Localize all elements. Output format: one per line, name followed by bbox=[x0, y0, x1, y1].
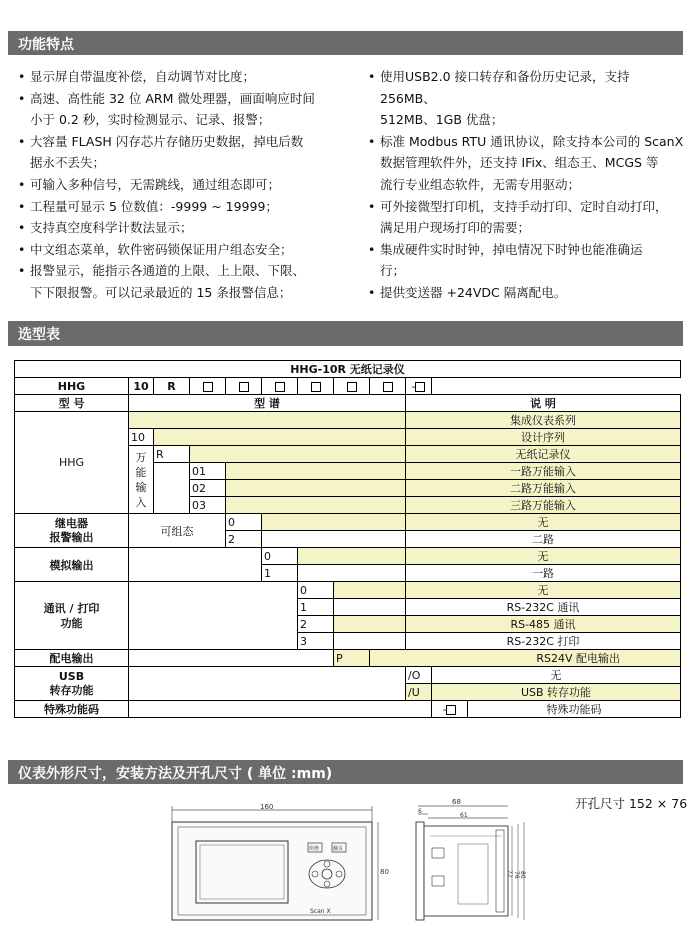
feature-item bbox=[16, 88, 346, 131]
divider bbox=[8, 345, 683, 346]
placeholder-box bbox=[446, 705, 456, 715]
feature-item bbox=[366, 131, 684, 196]
comm-code-3: 3 bbox=[298, 633, 334, 650]
selection-table bbox=[14, 360, 681, 718]
desc-design: 设计序列 bbox=[406, 429, 681, 446]
code-02: 02 bbox=[190, 480, 226, 497]
placeholder-box bbox=[275, 382, 285, 392]
power-code: P bbox=[334, 650, 370, 667]
placeholder-box bbox=[347, 382, 357, 392]
dimension-title: 仪表外形尺寸，安装方法及开孔尺寸 ( 单位 :mm) bbox=[18, 766, 333, 782]
col-desc: 说 明 bbox=[406, 395, 681, 412]
comm-code-2: 2 bbox=[298, 616, 334, 633]
front-view-drawing bbox=[160, 800, 390, 925]
placeholder-box bbox=[203, 382, 213, 392]
placeholder-box bbox=[415, 382, 425, 392]
table-caption: HHG-10R 无纸记录仪 bbox=[15, 361, 681, 378]
feature-text: • 显示屏自带温度补偿，自动调节对比度； bbox=[30, 69, 256, 84]
feature-item bbox=[366, 282, 684, 304]
comm-label: 通讯 / 打印 功能 bbox=[15, 582, 129, 650]
feature-item bbox=[16, 260, 346, 303]
side-width-label: 68 bbox=[452, 798, 461, 806]
feature-text: 行； bbox=[380, 263, 406, 279]
comm-desc-0: 无 bbox=[406, 582, 681, 599]
feature-text: • 使用USB2.0 接口转存和备份历史记录，支持 256MB、 bbox=[380, 69, 630, 106]
usb-desc-1: USB 转存功能 bbox=[432, 684, 681, 701]
feature-text: 满足用户现场打印的需要； bbox=[380, 220, 531, 236]
feature-item bbox=[366, 239, 684, 282]
feature-item bbox=[16, 174, 346, 196]
col-spec: 型 谱 bbox=[129, 395, 406, 412]
wanneng-label: 万 能 输 入 bbox=[129, 446, 154, 514]
code-hhg: HHG bbox=[15, 378, 129, 395]
code-r-row: R bbox=[154, 446, 190, 463]
side-72-label: 72 bbox=[506, 870, 513, 878]
comm-desc-1: RS-232C 通讯 bbox=[406, 599, 681, 616]
side-80-label: 80 bbox=[519, 871, 526, 879]
comm-code-0: 0 bbox=[298, 582, 334, 599]
feature-item bbox=[366, 196, 684, 239]
special-label: 特殊功能码 bbox=[15, 701, 129, 718]
col-model: 型 号 bbox=[15, 395, 129, 412]
feature-text: • 可输入多种信号，无需跳线，通过组态即可； bbox=[30, 176, 281, 192]
feature-text: • 集成硬件实时时钟，掉电情况下时钟也能准确运 bbox=[380, 241, 643, 257]
relay-desc-0: 无 bbox=[406, 514, 681, 531]
code-10-row: 10 bbox=[129, 429, 154, 446]
feature-text: • 高速、高性能 32 位 ARM 微处理器，画面响应时间 bbox=[30, 90, 315, 106]
code-01: 01 bbox=[190, 463, 226, 480]
feature-item bbox=[16, 196, 346, 218]
feature-text: 小于 0.2 秒，实时检测显示、记录、报警； bbox=[30, 112, 271, 128]
analog-desc-1: 一路 bbox=[406, 565, 681, 582]
feature-item bbox=[366, 66, 684, 131]
dimension-section-bar bbox=[8, 760, 683, 784]
features-left-list bbox=[16, 66, 346, 304]
front-height-label: 80 bbox=[380, 868, 389, 876]
code-10: 10 bbox=[129, 378, 154, 395]
power-desc: RS24V 配电输出 bbox=[370, 650, 681, 667]
feature-text: 流行专业组态软件，无需专用驱动； bbox=[380, 176, 581, 192]
code-r: R bbox=[154, 378, 190, 395]
desc-01: 一路万能输入 bbox=[406, 463, 681, 480]
relay-configurable: 可组态 bbox=[129, 514, 226, 548]
feature-text: 据永不丢失； bbox=[30, 155, 106, 171]
feature-text: 数据管理软件外，还支持 IFix、组态王、MCGS 等 bbox=[380, 155, 659, 171]
usb-code-0: /O bbox=[406, 667, 432, 684]
selection-section-bar bbox=[8, 321, 683, 345]
side-76-label: 76 bbox=[513, 871, 520, 879]
relay-desc-2: 二路 bbox=[406, 531, 681, 548]
feature-text: • 提供变送器 +24VDC 隔离配电。 bbox=[380, 284, 567, 300]
relay-label: 继电器 报警输出 bbox=[15, 514, 129, 548]
feature-text: • 报警显示，能指示各通道的上限、上上限、下限、 bbox=[30, 263, 306, 279]
btn1-label: 组態 bbox=[309, 846, 320, 852]
feature-text: • 中文组态菜单，软件密码锁保证用户组态安全； bbox=[30, 241, 293, 257]
side-view-drawing bbox=[400, 796, 530, 924]
special-desc: 特殊功能码 bbox=[468, 701, 681, 718]
comm-code-1: 1 bbox=[298, 599, 334, 616]
side-61-label: 61 bbox=[460, 812, 468, 819]
selection-title: 选型表 bbox=[18, 327, 60, 343]
features-section-bar bbox=[8, 31, 683, 55]
feature-text: • 标准 Modbus RTU 通讯协议，除支持本公司的 ScanX bbox=[380, 133, 684, 149]
comm-desc-3: RS-232C 打印 bbox=[406, 633, 681, 650]
placeholder-box bbox=[239, 382, 249, 392]
desc-02: 二路万能输入 bbox=[406, 480, 681, 497]
usb-label: USB 转存功能 bbox=[15, 667, 129, 701]
desc-03: 三路万能输入 bbox=[406, 497, 681, 514]
front-width-label: 160 bbox=[260, 803, 274, 811]
brand-label: Scan X bbox=[310, 908, 331, 915]
features-title: 功能特点 bbox=[18, 37, 74, 53]
comm-desc-2: RS-485 通讯 bbox=[406, 616, 681, 633]
desc-series: 集成仪表系列 bbox=[406, 412, 681, 429]
feature-text: • 可外接微型打印机，支持手动打印、定时自动打印， bbox=[380, 198, 668, 214]
features-right-list bbox=[366, 66, 684, 304]
feature-item bbox=[16, 66, 346, 88]
cutout-size: 开孔尺寸 152 × 76 bbox=[575, 796, 688, 811]
feature-item bbox=[16, 239, 346, 261]
analog-desc-0: 无 bbox=[406, 548, 681, 565]
relay-code-2: 2 bbox=[226, 531, 262, 548]
feature-item bbox=[16, 217, 346, 239]
side-6-label: 6 bbox=[418, 808, 422, 815]
placeholder-box bbox=[311, 382, 321, 392]
analog-code-1: 1 bbox=[262, 565, 298, 582]
usb-desc-0: 无 bbox=[432, 667, 681, 684]
feature-text: • 支持真空度科学计数法显示； bbox=[30, 220, 193, 236]
feature-text: 512MB、1GB 优盘； bbox=[380, 112, 504, 128]
code-row bbox=[15, 378, 681, 395]
relay-code-0: 0 bbox=[226, 514, 262, 531]
feature-item bbox=[16, 131, 346, 174]
placeholder-box bbox=[383, 382, 393, 392]
special-dash: - bbox=[442, 702, 447, 716]
btn2-label: 翻页 bbox=[333, 846, 344, 852]
power-label: 配电输出 bbox=[15, 650, 129, 667]
feature-text: • 工程量可显示 5 位数值：-9999 ~ 19999； bbox=[30, 198, 278, 214]
analog-code-0: 0 bbox=[262, 548, 298, 565]
desc-recorder: 无纸记录仪 bbox=[406, 446, 681, 463]
analog-label: 模拟输出 bbox=[15, 548, 129, 582]
feature-text: • 大容量 FLASH 闪存芯片存储历史数据，掉电后数 bbox=[30, 133, 304, 149]
feature-text: 下下限报警。可以记录最近的 15 条报警信息； bbox=[30, 284, 292, 300]
usb-code-1: /U bbox=[406, 684, 432, 701]
code-03: 03 bbox=[190, 497, 226, 514]
hhg-label: HHG bbox=[15, 412, 129, 514]
code-dash: - bbox=[411, 379, 416, 393]
